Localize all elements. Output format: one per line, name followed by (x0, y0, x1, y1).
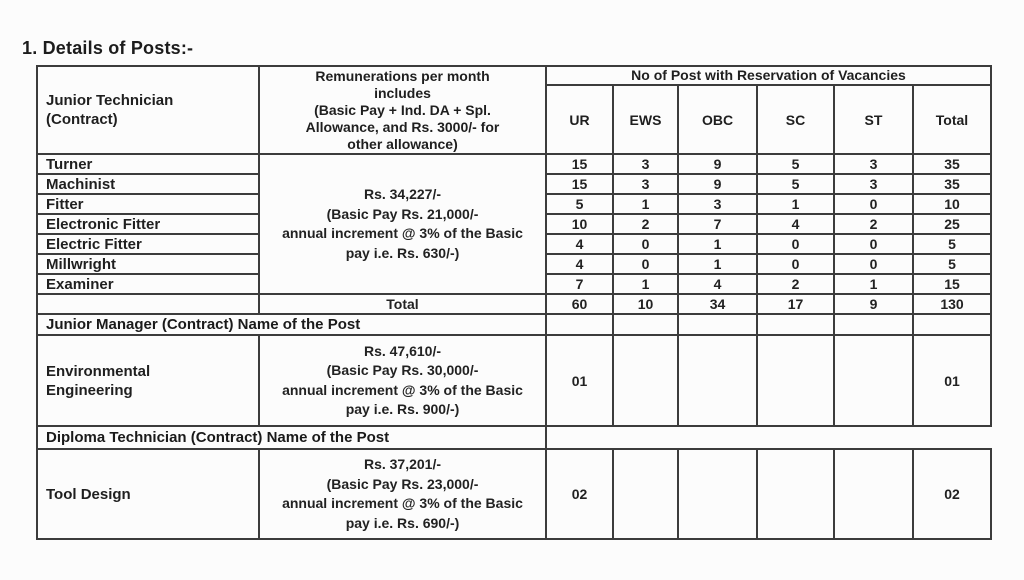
vacancy-cell-ews (613, 449, 678, 539)
post-name-cell (37, 335, 259, 426)
header-col-obc: OBC (678, 85, 757, 154)
remuneration-header-line: Allowance, and Rs. 3000/- for (305, 118, 500, 135)
post-name-cell: Turner (37, 154, 259, 174)
vacancy-cell-ur: 7 (546, 274, 613, 294)
vacancy-cell-obc (678, 449, 757, 539)
vacancy-cell-total: 10 (913, 194, 991, 214)
vacancy-cell-obc: 4 (678, 274, 757, 294)
vacancy-cell-sc: 0 (757, 254, 834, 274)
vacancy-cell-st (834, 335, 913, 426)
vacancy-cell-sc (757, 449, 834, 539)
tool-remuneration-line: Rs. 37,201/- (363, 456, 442, 472)
vacancy-cell-ews: 3 (613, 174, 678, 194)
total-label-cell: Total (259, 294, 546, 314)
vacancy-cell-ur: 4 (546, 254, 613, 274)
vacancy-cell-st: 2 (834, 214, 913, 234)
vacancy-cell-sc (757, 335, 834, 426)
tool-remuneration-line: pay i.e. Rs. 690/-) (345, 514, 460, 531)
vacancy-cell-obc: 9 (678, 174, 757, 194)
vacancy-cell-obc: 3 (678, 194, 757, 214)
post-group-line-1: Junior Technician (46, 92, 174, 109)
table-row (37, 335, 991, 426)
env-remuneration-line: (Basic Pay Rs. 30,000/- (326, 362, 479, 378)
jt-remuneration-line: Rs. 34,227/- (363, 186, 442, 202)
vacancy-cell-sc: 1 (757, 194, 834, 214)
header-col-ur: UR (546, 85, 613, 154)
vacancy-cell-st: 1 (834, 274, 913, 294)
junior-manager-section-row (37, 314, 991, 335)
vacancy-cell-ur: 4 (546, 234, 613, 254)
vacancy-cell-total: 5 (913, 234, 991, 254)
vacancy-cell-ur: 01 (546, 335, 613, 426)
jt-remuneration-line: pay i.e. Rs. 630/-) (345, 244, 460, 261)
total-cell-ews: 10 (613, 294, 678, 314)
empty-cell (613, 314, 678, 335)
vacancy-cell-obc: 1 (678, 234, 757, 254)
vacancy-cell-ews: 0 (613, 254, 678, 274)
jt-remuneration-cell (259, 154, 546, 294)
vacancy-cell-ur: 02 (546, 449, 613, 539)
vacancy-cell-ews: 2 (613, 214, 678, 234)
table-row (37, 449, 991, 539)
empty-cell (757, 314, 834, 335)
vacancy-cell-total: 01 (913, 335, 991, 426)
post-name-cell: Tool Design (37, 449, 259, 539)
vacancy-cell-total: 15 (913, 274, 991, 294)
diploma-section-row (37, 426, 991, 449)
vacancy-cell-obc (678, 335, 757, 426)
post-name-cell: Electronic Fitter (37, 214, 259, 234)
vacancy-cell-ur: 10 (546, 214, 613, 234)
header-post-group (37, 66, 259, 154)
vacancy-cell-ews: 3 (613, 154, 678, 174)
vacancy-cell-total: 5 (913, 254, 991, 274)
post-name-cell: Electric Fitter (37, 234, 259, 254)
header-remuneration (259, 66, 546, 154)
total-cell-st: 9 (834, 294, 913, 314)
vacancy-cell-total: 35 (913, 174, 991, 194)
vacancy-cell-obc: 1 (678, 254, 757, 274)
vacancy-cell-ur: 5 (546, 194, 613, 214)
jt-remuneration-line: (Basic Pay Rs. 21,000/- (326, 205, 479, 222)
diploma-open-cell (546, 426, 991, 449)
empty-cell (678, 314, 757, 335)
post-group-line-2: (Contract) (46, 111, 118, 128)
env-remuneration-line: annual increment @ 3% of the Basic (282, 381, 523, 398)
vacancy-cell-total: 02 (913, 449, 991, 539)
post-name-cell: Machinist (37, 174, 259, 194)
table-header-row-1 (37, 66, 991, 85)
env-remuneration-line: pay i.e. Rs. 900/-) (345, 401, 460, 417)
header-col-sc: SC (757, 85, 834, 154)
remuneration-header-line: other allowance) (347, 135, 458, 152)
vacancy-cell-sc: 2 (757, 274, 834, 294)
vacancy-cell-total: 25 (913, 214, 991, 234)
tool-remuneration-cell (259, 449, 546, 539)
table-row (37, 154, 991, 174)
post-name-text: Environmental Engineering (46, 362, 151, 399)
env-remuneration-line: Rs. 47,610/- (363, 342, 442, 359)
total-cell-obc: 34 (678, 294, 757, 314)
page-title: 1. Details of Posts:- (22, 38, 194, 58)
vacancy-cell-st: 0 (834, 194, 913, 214)
junior-manager-section-title: Junior Manager (Contract) Name of the Post (37, 314, 546, 335)
vacancy-cell-st: 3 (834, 174, 913, 194)
posts-table (36, 65, 992, 540)
tool-remuneration-line: annual increment @ 3% of the Basic (282, 495, 523, 511)
vacancy-cell-obc: 7 (678, 214, 757, 234)
header-reservation-title: No of Post with Reservation of Vacancies (546, 66, 991, 85)
vacancy-cell-ur: 15 (546, 174, 613, 194)
vacancy-cell-ews: 1 (613, 274, 678, 294)
vacancy-cell-ews: 1 (613, 194, 678, 214)
vacancy-cell-sc: 4 (757, 214, 834, 234)
empty-cell (834, 314, 913, 335)
jt-remuneration-line: annual increment @ 3% of the Basic (282, 225, 523, 241)
post-name-cell: Fitter (37, 194, 259, 214)
header-col-total: Total (913, 85, 991, 154)
tool-remuneration-line: (Basic Pay Rs. 23,000/- (326, 475, 479, 492)
vacancy-cell-st: 0 (834, 234, 913, 254)
total-row (37, 294, 991, 314)
vacancy-cell-ews: 0 (613, 234, 678, 254)
diploma-section-title: Diploma Technician (Contract) Name of the Post (37, 426, 546, 449)
vacancy-cell-obc: 9 (678, 154, 757, 174)
vacancy-cell-sc: 5 (757, 154, 834, 174)
vacancy-cell-ews (613, 335, 678, 426)
total-row-empty-cell (37, 294, 259, 314)
vacancy-cell-st: 0 (834, 254, 913, 274)
vacancy-cell-sc: 0 (757, 234, 834, 254)
env-remuneration-cell (259, 335, 546, 426)
remuneration-header-line: includes (374, 84, 431, 101)
total-cell-sc: 17 (757, 294, 834, 314)
total-cell-total: 130 (913, 294, 991, 314)
vacancy-cell-ur: 15 (546, 154, 613, 174)
post-name-cell: Millwright (37, 254, 259, 274)
empty-cell (546, 314, 613, 335)
total-cell-ur: 60 (546, 294, 613, 314)
header-col-st: ST (834, 85, 913, 154)
vacancy-cell-sc: 5 (757, 174, 834, 194)
empty-cell (913, 314, 991, 335)
vacancy-cell-st: 3 (834, 154, 913, 174)
vacancy-cell-st (834, 449, 913, 539)
post-name-cell: Examiner (37, 274, 259, 294)
vacancy-cell-total: 35 (913, 154, 991, 174)
header-col-ews: EWS (613, 85, 678, 154)
remuneration-header-line: Remunerations per month (315, 67, 490, 84)
remuneration-header-line: (Basic Pay + Ind. DA + Spl. (314, 101, 491, 118)
